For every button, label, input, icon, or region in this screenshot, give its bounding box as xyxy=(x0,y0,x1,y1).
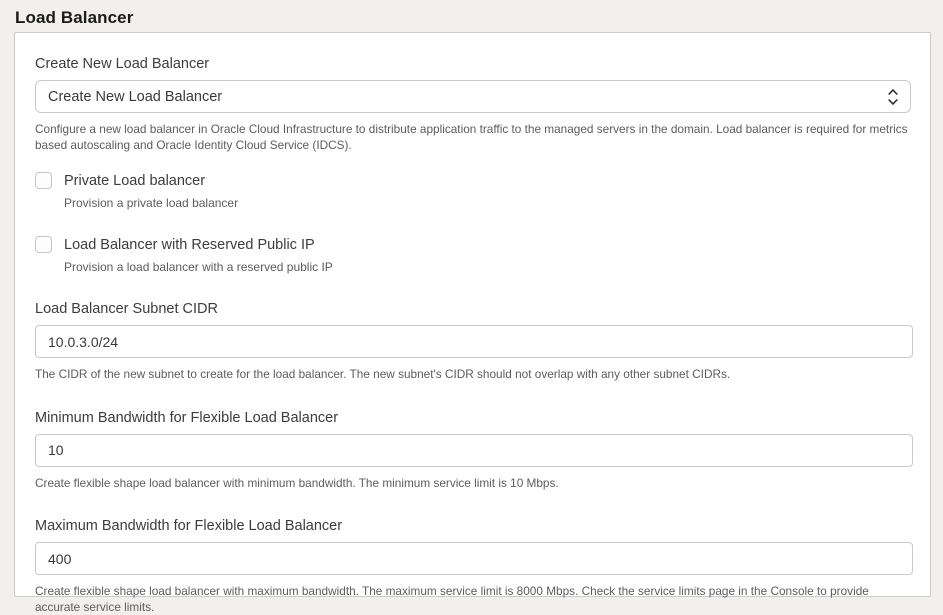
checkbox-help: Provision a load balancer with a reserved public IP xyxy=(64,260,333,274)
min-bandwidth-help: Create flexible shape load balancer with minimum bandwidth. The minimum service limit is 10 Mbps. xyxy=(35,475,559,490)
max-bandwidth-help: Create flexible shape load balancer with maximum bandwidth. The maximum service limit is 8000 Mbps. Check the service limits page in the Console to provide accurate service limits. xyxy=(35,584,869,614)
select-field-help: Configure a new load balancer in Oracle Cloud Infrastructure to distribute application traffic to the managed servers in the domain. Load balancer is required for metrics based autoscaling and Oracle Identity Cloud Service (IDCS). xyxy=(35,122,908,152)
private-load-balancer-checkbox[interactable] xyxy=(35,172,52,189)
max-bandwidth-label: Maximum Bandwidth for Flexible Load Balancer xyxy=(35,518,343,534)
subnet-cidr-label: Load Balancer Subnet CIDR xyxy=(35,301,218,317)
checkbox-label[interactable]: Private Load balancer xyxy=(64,172,206,189)
max-bandwidth-input[interactable] xyxy=(35,542,913,575)
checkbox-label[interactable]: Load Balancer with Reserved Public IP xyxy=(64,236,315,253)
load-balancer-panel xyxy=(14,32,931,614)
updown-chevron-icon xyxy=(887,87,899,107)
min-bandwidth-input[interactable] xyxy=(35,434,913,467)
max-bandwidth-group xyxy=(35,518,911,615)
min-bandwidth-label: Minimum Bandwidth for Flexible Load Balancer xyxy=(35,409,339,426)
load-balancer-type-select[interactable] xyxy=(35,80,911,113)
reserved-public-ip-checkbox[interactable] xyxy=(35,236,52,253)
checkbox-help: Provision a private load balancer xyxy=(64,196,239,210)
select-value: Create New Load Balancer xyxy=(48,88,223,105)
private-load-balancer-group xyxy=(35,172,911,210)
page-title: Load Balancer xyxy=(15,8,134,27)
subnet-cidr-input[interactable] xyxy=(35,325,913,358)
subnet-cidr-help: The CIDR of the new subnet to create for the load balancer. The new subnet's CIDR should not overlap with any other subnet CIDRs. xyxy=(35,367,731,381)
min-bandwidth-group xyxy=(35,410,911,492)
reserved-public-ip-group xyxy=(35,236,911,274)
select-field-label: Create New Load Balancer xyxy=(35,56,210,72)
subnet-cidr-group xyxy=(35,301,911,383)
